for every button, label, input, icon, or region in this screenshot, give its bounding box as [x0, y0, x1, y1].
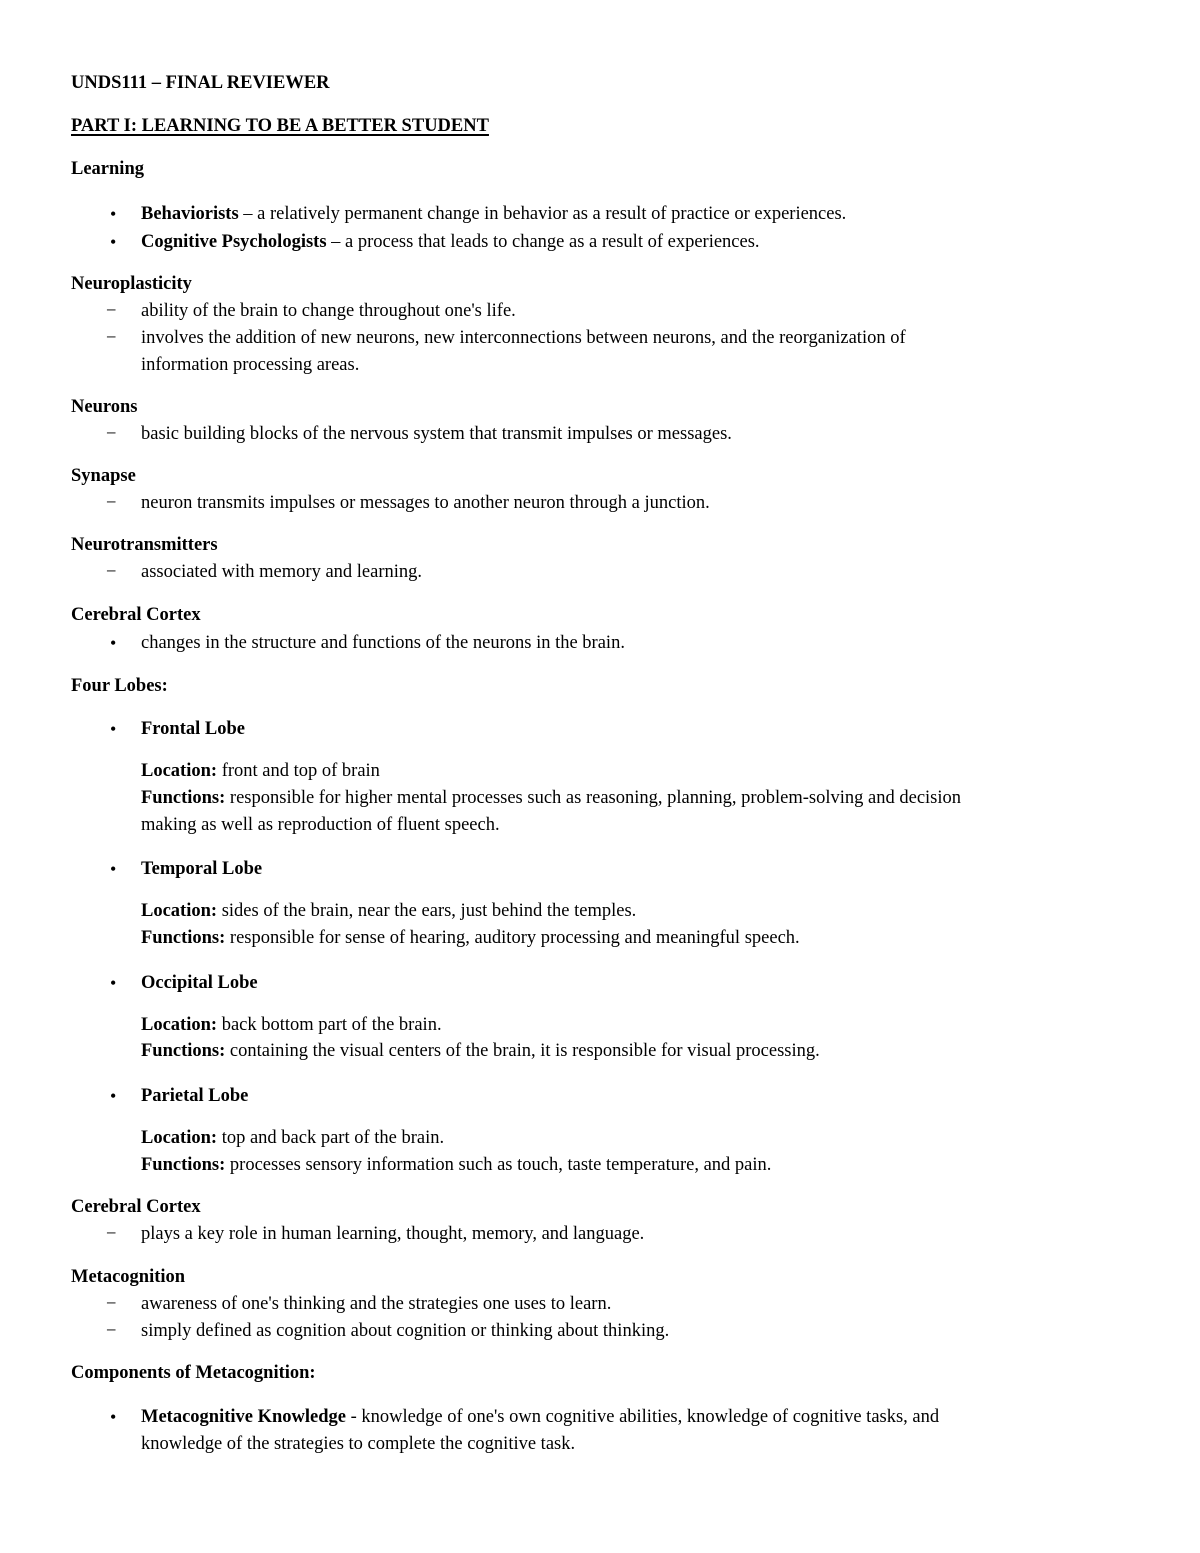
section-heading-cerebral-cortex: Cerebral Cortex: [71, 605, 201, 625]
lobe-location: Location: front and top of brain: [141, 761, 380, 781]
lobe-name: Temporal Lobe: [141, 859, 263, 879]
list-item: neuron transmits impulses or messages to another neuron through a junction.: [141, 493, 710, 513]
lobe-name: Parietal Lobe: [141, 1086, 249, 1106]
list-item: changes in the structure and functions of the neurons in the brain.: [141, 633, 625, 653]
dash-icon: −: [106, 1294, 117, 1314]
section-heading-neurotransmitters: Neurotransmitters: [71, 535, 218, 555]
bullet-icon: •: [110, 973, 117, 993]
lobe-functions: Functions: processes sensory information such as touch, taste temperature, and pain.: [141, 1155, 772, 1175]
section-heading-metacognition: Metacognition: [71, 1267, 186, 1287]
lobe-location: Location: top and back part of the brain.: [141, 1128, 445, 1148]
dash-icon: −: [106, 424, 117, 444]
list-item: Behaviorists – a relatively permanent change in behavior as a result of practice or experiences.: [141, 204, 847, 224]
section-heading-neurons: Neurons: [71, 397, 138, 417]
list-item: ability of the brain to change throughout one's life.: [141, 301, 516, 321]
bullet-icon: •: [110, 633, 117, 653]
bullet-icon: •: [110, 859, 117, 879]
dash-icon: −: [106, 562, 117, 582]
bullet-icon: •: [110, 204, 117, 224]
bullet-icon: •: [110, 232, 117, 252]
dash-icon: −: [106, 301, 117, 321]
section-heading-components: Components of Metacognition:: [71, 1363, 316, 1383]
list-item-continuation: knowledge of the strategies to complete the cognitive task.: [141, 1434, 576, 1454]
bullet-icon: •: [110, 1086, 117, 1106]
list-item: involves the addition of new neurons, new interconnections between neurons, and the reorganization of: [141, 328, 906, 348]
lobe-location: Location: back bottom part of the brain.: [141, 1015, 442, 1035]
lobe-name: Frontal Lobe: [141, 719, 245, 739]
dash-icon: −: [106, 1224, 117, 1244]
document-title: UNDS111 – FINAL REVIEWER: [71, 73, 330, 93]
dash-icon: −: [106, 493, 117, 513]
list-item: simply defined as cognition about cognition or thinking about thinking.: [141, 1321, 670, 1341]
section-heading-learning: Learning: [71, 159, 144, 179]
section-heading-neuroplasticity: Neuroplasticity: [71, 274, 192, 294]
section-heading-synapse: Synapse: [71, 466, 136, 486]
bullet-icon: •: [110, 1407, 117, 1427]
part-heading: PART I: LEARNING TO BE A BETTER STUDENT: [71, 116, 489, 136]
dash-icon: −: [106, 1321, 117, 1341]
list-item: associated with memory and learning.: [141, 562, 423, 582]
bullet-icon: •: [110, 719, 117, 739]
list-item: awareness of one's thinking and the strategies one uses to learn.: [141, 1294, 612, 1314]
list-item: plays a key role in human learning, thought, memory, and language.: [141, 1224, 645, 1244]
section-heading-cerebral-cortex: Cerebral Cortex: [71, 1197, 201, 1217]
dash-icon: −: [106, 328, 117, 348]
list-item: basic building blocks of the nervous system that transmit impulses or messages.: [141, 424, 732, 444]
lobe-functions-continuation: making as well as reproduction of fluent speech.: [141, 815, 500, 835]
lobe-functions: Functions: responsible for sense of hearing, auditory processing and meaningful speech.: [141, 928, 800, 948]
lobe-functions: Functions: responsible for higher mental processes such as reasoning, planning, problem-solving and decision: [141, 788, 962, 808]
lobe-functions: Functions: containing the visual centers of the brain, it is responsible for visual processing.: [141, 1041, 820, 1061]
lobe-location: Location: sides of the brain, near the ears, just behind the temples.: [141, 901, 637, 921]
list-item-continuation: information processing areas.: [141, 355, 360, 375]
lobe-name: Occipital Lobe: [141, 973, 258, 993]
list-item: Metacognitive Knowledge - knowledge of one's own cognitive abilities, knowledge of cognitive tasks, and: [141, 1407, 940, 1427]
section-heading-four-lobes: Four Lobes:: [71, 676, 168, 696]
list-item: Cognitive Psychologists – a process that leads to change as a result of experiences.: [141, 232, 760, 252]
